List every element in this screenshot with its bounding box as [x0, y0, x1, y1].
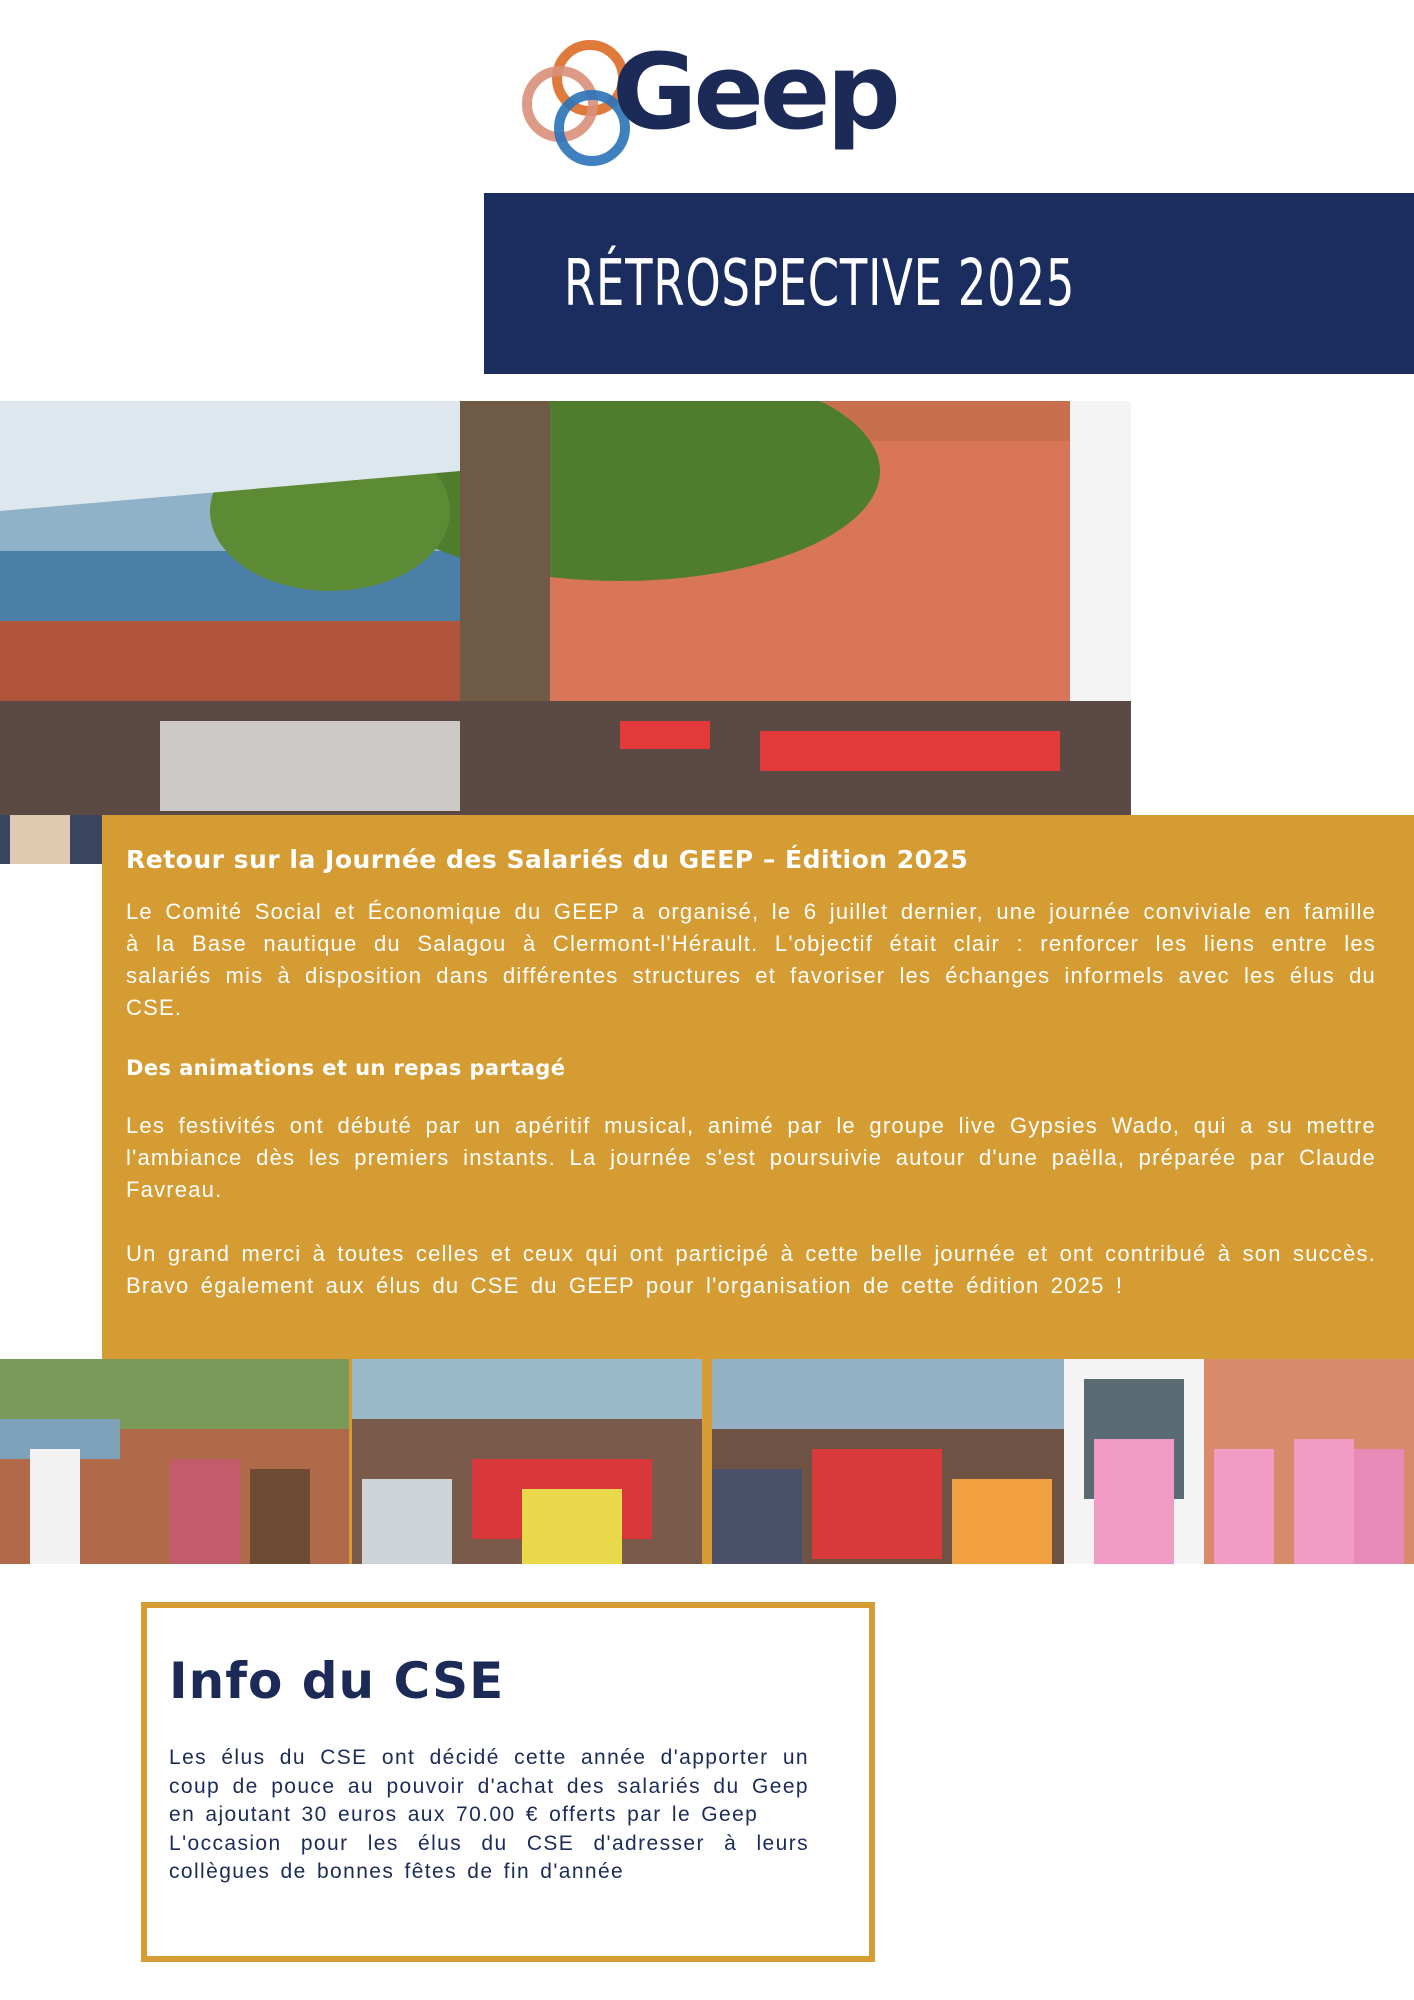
strip-photo-1: [0, 1359, 349, 1564]
strip-photo-2: [352, 1359, 702, 1564]
article-paragraph-3: Un grand merci à toutes celles et ceux qui ont participé à cette belle journée et ont contribué à son succès. Bravo également aux élus du CSE du GEEP pour l'organisation de cette édition 2025 !: [126, 1241, 1376, 1298]
info-box: [141, 1602, 875, 1962]
hero-photo-extension: [0, 815, 102, 864]
info-line-2: L'occasion pour les élus du CSE d'adresser à leurs collègues de bonnes fêtes de fin d'année: [169, 1831, 809, 1883]
strip-photo-3: [712, 1359, 1064, 1564]
page-title: RÉTROSPECTIVE 2025: [564, 247, 1076, 321]
info-text: [169, 1744, 809, 1887]
title-banner: [484, 193, 1414, 374]
article-box: [102, 815, 1414, 1359]
geep-logo: [520, 31, 897, 171]
article-heading: Retour sur la Journée des Salariés du GEEP – Édition 2025: [126, 845, 969, 874]
article-subheading: Des animations et un repas partagé: [126, 1056, 566, 1080]
article-paragraph-1: Le Comité Social et Économique du GEEP a organisé, le 6 juillet dernier, une journée conviviale en famille à la Base nautique du Salagou à Clermont-l'Hérault. L'objectif était clair : renforcer les liens entre les salariés mis à disposition dans différentes structures et favoriser les échanges informels avec les élus du CSE.: [126, 899, 1376, 1020]
info-line-1: Les élus du CSE ont décidé cette année d'apporter un coup de pouce au pouvoir d'achat des salariés du Geep en ajoutant 30 euros aux 70.00 € offerts par le Geep: [169, 1746, 809, 1826]
hero-photo: [0, 401, 1131, 815]
logo-wordmark: Geep: [612, 31, 897, 153]
article-paragraph-2: Les festivités ont débuté par un apéritif musical, animé par le groupe live Gypsies Wado, qui a su mettre l'ambiance dès les premiers instants. La journée s'est poursuivie autour d'une paëlla, préparée par Claude Favreau.: [126, 1113, 1376, 1202]
info-heading: Info du CSE: [169, 1652, 505, 1710]
photo-strip: [0, 1359, 1414, 1564]
strip-photo-4: [1064, 1359, 1414, 1564]
